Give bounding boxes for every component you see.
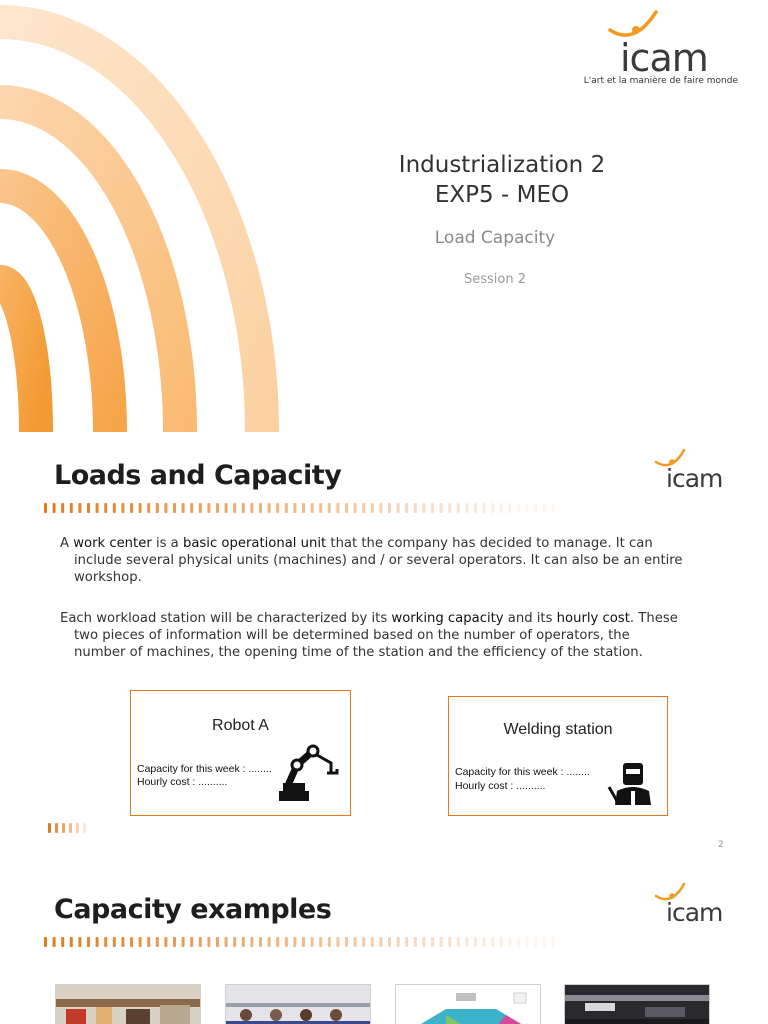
card-title: Robot A [212, 717, 269, 734]
divider-dash [500, 937, 503, 947]
divider-dash [302, 503, 305, 513]
divider-dash [182, 937, 185, 947]
divider-dash [156, 937, 159, 947]
robot-arm-icon [275, 743, 345, 805]
example-diagram-3 [395, 984, 541, 1024]
divider-dash [147, 503, 150, 513]
divider-dash [397, 937, 400, 947]
divider-dash [336, 937, 339, 947]
divider-dash [293, 937, 296, 947]
workload-station-paragraph [60, 610, 730, 661]
icam-logo-text: icam [666, 898, 723, 927]
divider-dash [130, 937, 133, 947]
divider-dash [414, 937, 417, 947]
work-center-paragraph [60, 535, 730, 586]
example-photo-4 [564, 984, 710, 1024]
divider-dash [48, 823, 51, 833]
logo-tagline: L'art et la manière de faire monde [583, 76, 738, 86]
divider-dash [225, 503, 228, 513]
divider-dash [250, 937, 253, 947]
divider-dash [422, 937, 425, 947]
divider-dash [543, 503, 546, 513]
divider-dash [121, 937, 124, 947]
divider-dash [62, 823, 65, 833]
divider-dash [405, 503, 408, 513]
divider-dash [534, 937, 537, 947]
divider-dash [139, 937, 142, 947]
divider-dash [53, 937, 56, 947]
lesson-subtitle: Load Capacity [434, 228, 556, 248]
divider-dash [534, 503, 537, 513]
divider-dash [388, 937, 391, 947]
course-title: Industrialization 2 [398, 152, 606, 178]
divider-dash [354, 937, 357, 947]
divider-dash [83, 823, 86, 833]
example-photo-1 [55, 984, 201, 1024]
dashed-divider [44, 502, 564, 514]
title-slide [0, 0, 768, 434]
divider-dash [397, 503, 400, 513]
text: A [60, 536, 74, 551]
divider-dash [44, 503, 47, 513]
divider-dash [268, 937, 271, 947]
text: include several physical units (machines) and / or several operators. It can also be an entire [74, 553, 683, 568]
divider-dash [345, 503, 348, 513]
divider-dash [199, 503, 202, 513]
divider-dash [242, 937, 245, 947]
slide-title: Loads and Capacity [54, 460, 342, 491]
icam-logo-text: icam [666, 464, 723, 493]
divider-dash [440, 503, 443, 513]
divider-dash [113, 937, 116, 947]
divider-dash [250, 503, 253, 513]
divider-dash [55, 823, 58, 833]
page-number: 2 [718, 840, 724, 850]
divider-dash [164, 937, 167, 947]
text: Each workload station will be characterized by its [60, 611, 392, 626]
divider-dash [491, 503, 494, 513]
divider-dash [233, 503, 236, 513]
dashed-divider [44, 936, 564, 948]
factory-photo-thumbnail [56, 985, 201, 1024]
divider-dash [259, 503, 262, 513]
keyword-working-capacity: working capacity [391, 611, 504, 626]
course-code: EXP5 - MEO [434, 182, 570, 208]
divider-dash [422, 503, 425, 513]
divider-dash [328, 937, 331, 947]
divider-dash [87, 503, 90, 513]
divider-dash [96, 503, 99, 513]
divider-dash [276, 503, 279, 513]
slide-title: Capacity examples [54, 894, 332, 925]
divider-dash [78, 503, 81, 513]
divider-dash [130, 503, 133, 513]
divider-dash [78, 937, 81, 947]
divider-dash [207, 503, 210, 513]
divider-dash [233, 937, 236, 947]
workshop-photo-thumbnail [226, 985, 371, 1024]
divider-dash [276, 937, 279, 947]
decorative-arcs [0, 0, 290, 434]
divider-dash [302, 937, 305, 947]
divider-dash [53, 503, 56, 513]
divider-dash [293, 503, 296, 513]
divider-dash [526, 503, 529, 513]
divider-dash [457, 503, 460, 513]
loads-capacity-slide [0, 434, 768, 868]
capacity-line: Capacity for this week : ........ [137, 763, 272, 775]
divider-dash [371, 937, 374, 947]
text: and its [503, 611, 557, 626]
divider-dash [70, 937, 73, 947]
divider-dash [354, 503, 357, 513]
divider-dash [61, 503, 64, 513]
divider-dash [362, 937, 365, 947]
divider-dash [121, 503, 124, 513]
divider-dash [551, 937, 554, 947]
card-title: Welding station [503, 721, 613, 738]
divider-dash [448, 503, 451, 513]
keyword-hourly-cost: hourly cost [556, 611, 630, 626]
divider-dash [113, 503, 116, 513]
divider-dash [259, 937, 262, 947]
divider-dash [225, 937, 228, 947]
divider-dash [336, 503, 339, 513]
divider-dash [543, 937, 546, 947]
icam-logo-small [650, 882, 740, 932]
divider-dash [483, 937, 486, 947]
keyword-work-center: work center [73, 536, 152, 551]
divider-dash [508, 503, 511, 513]
divider-dash [440, 937, 443, 947]
divider-dash [517, 503, 520, 513]
text: is a [151, 536, 183, 551]
welding-station-card [448, 696, 668, 816]
robot-a-card [130, 690, 351, 816]
divider-dash [104, 937, 107, 947]
divider-dash [104, 503, 107, 513]
keyword-basic-unit: basic operational unit [182, 536, 327, 551]
divider-dash [190, 503, 193, 513]
divider-dash [474, 937, 477, 947]
divider-dash [474, 503, 477, 513]
example-photo-2 [225, 984, 371, 1024]
divider-dash [508, 937, 511, 947]
divider-dash [431, 937, 434, 947]
divider-dash [69, 823, 72, 833]
divider-dash [87, 937, 90, 947]
layout-diagram-thumbnail [396, 985, 541, 1024]
small-dashed-marker [48, 822, 94, 834]
divider-dash [199, 937, 202, 947]
divider-dash [147, 937, 150, 947]
divider-dash [190, 937, 193, 947]
divider-dash [551, 503, 554, 513]
text: workshop. [74, 570, 142, 585]
text: number of machines, the opening time of the station and the efficiency of the station. [74, 645, 643, 660]
divider-dash [379, 937, 382, 947]
divider-dash [173, 937, 176, 947]
divider-dash [405, 937, 408, 947]
divider-dash [164, 503, 167, 513]
divider-dash [431, 503, 434, 513]
capacity-examples-slide [0, 868, 768, 1024]
text: that the company has decided to manage. It can [326, 536, 653, 551]
divider-dash [96, 937, 99, 947]
divider-dash [311, 937, 314, 947]
divider-dash [371, 503, 374, 513]
divider-dash [319, 503, 322, 513]
divider-dash [139, 503, 142, 513]
divider-dash [319, 937, 322, 947]
divider-dash [457, 937, 460, 947]
divider-dash [44, 937, 47, 947]
session-label: Session 2 [463, 272, 526, 287]
divider-dash [182, 503, 185, 513]
divider-dash [156, 503, 159, 513]
text: two pieces of information will be determined based on the number of operators, the [74, 628, 630, 643]
welder-icon [605, 761, 657, 807]
capacity-line: Capacity for this week : ........ [455, 766, 590, 778]
divider-dash [465, 937, 468, 947]
divider-dash [414, 503, 417, 513]
divider-dash [362, 503, 365, 513]
divider-dash [268, 503, 271, 513]
divider-dash [328, 503, 331, 513]
machine-photo-thumbnail [565, 985, 710, 1024]
divider-dash [61, 937, 64, 947]
divider-dash [207, 937, 210, 947]
divider-dash [388, 503, 391, 513]
icam-logo-text: icam [620, 36, 708, 80]
divider-dash [465, 503, 468, 513]
divider-dash [70, 503, 73, 513]
divider-dash [483, 503, 486, 513]
hourly-cost-line: Hourly cost : .......... [137, 776, 228, 788]
text: . These [629, 611, 678, 626]
divider-dash [173, 503, 176, 513]
divider-dash [526, 937, 529, 947]
divider-dash [76, 823, 79, 833]
icam-logo-small [650, 448, 740, 498]
divider-dash [242, 503, 245, 513]
divider-dash [285, 503, 288, 513]
hourly-cost-line: Hourly cost : .......... [455, 780, 546, 792]
divider-dash [491, 937, 494, 947]
divider-dash [517, 937, 520, 947]
divider-dash [311, 503, 314, 513]
divider-dash [379, 503, 382, 513]
divider-dash [345, 937, 348, 947]
divider-dash [285, 937, 288, 947]
divider-dash [216, 503, 219, 513]
divider-dash [448, 937, 451, 947]
divider-dash [500, 503, 503, 513]
divider-dash [216, 937, 219, 947]
